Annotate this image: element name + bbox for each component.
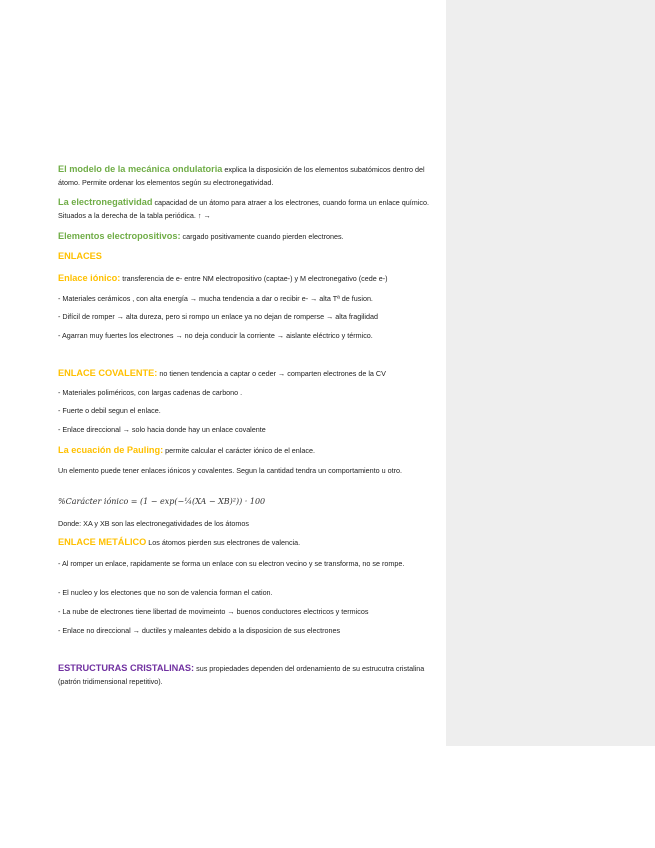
text-estructuras-cristalinas: sus propiedades dependen del ordenamiento de su estrucutra cristalina (patrón tridimensional repetitivo). — [58, 664, 425, 686]
text-enlace-metalico: Los átomos pierden sus electrones de valencia. — [146, 538, 301, 547]
text-enlace-covalente: no tienen tendencia a captar o ceder → comparten electrones de la CV — [157, 369, 386, 378]
bullet-metalico-3: - La nube de electrones tiene libertad de movimeinto → buenos conductores electricos y termicos — [58, 607, 369, 616]
bullet-ionico-1: - Materiales cerámicos , con alta energía → mucha tendencia a dar o recibir e- → alta Tª de fusion. — [58, 294, 373, 303]
bullet-ionico-3: - Agarran muy fuertes los electrones → no deja conducir la corriente → aislante eléctrico y térmico. — [58, 331, 373, 340]
paragraph-modelo — [58, 163, 430, 189]
comment-margin-pane — [446, 0, 655, 746]
paragraph-electronegatividad — [58, 196, 430, 222]
paragraph-estructuras-cristalinas — [58, 662, 430, 688]
term-enlace-metalico: ENLACE METÁLICO — [58, 537, 147, 547]
bullet-covalente-1: - Materiales poliméricos, con largas cadenas de carbono . — [58, 388, 243, 397]
term-enlace-covalente: ENLACE COVALENTE: — [58, 368, 158, 378]
text-enlace-ionico: transferencia de e- entre NM electropositivo (captae-) y M electronegativo (cede e-) — [120, 274, 388, 283]
bullet-covalente-3: - Enlace direccional → solo hacia donde hay un enlace covalente — [58, 425, 266, 434]
bullet-metalico-1: - Al romper un enlace, rapidamente se forma un enlace con su electron vecino y se transforma, no se rompe. — [58, 559, 405, 568]
term-enlace-ionico: Enlace iónico: — [58, 273, 121, 283]
paragraph-pauling — [58, 444, 430, 457]
text-modelo: explica la disposición de los elementos subatómicos dentro del átomo. Permite ordenar los elementos según su electronegatividad. — [58, 165, 425, 187]
paragraph-donde: Donde: XA y XB son las electronegatividades de los átomos — [58, 519, 249, 528]
term-modelo: El modelo de la mecánica ondulatoria — [58, 164, 223, 174]
text-electropositivos: cargado positivamente cuando pierden electrones. — [180, 232, 344, 241]
heading-enlaces: ENLACES — [58, 251, 102, 261]
paragraph-enlace-ionico — [58, 272, 430, 285]
term-estructuras-cristalinas: ESTRUCTURAS CRISTALINAS: — [58, 663, 195, 673]
term-pauling: La ecuación de Pauling: — [58, 445, 164, 455]
pauling-formula: %Carácter iónico = (1 − exp(−¼(XA − XB)²)) · 100 — [58, 497, 266, 506]
paragraph-enlace-metalico — [58, 536, 430, 549]
bullet-ionico-2: - Difícil de romper → alta dureza, pero si rompo un enlace ya no dejan de romperse → alta fragilidad — [58, 312, 379, 321]
paragraph-enlaces-mixtos: Un elemento puede tener enlaces iónicos y covalentes. Segun la cantidad tendra un comportamiento u otro. — [58, 466, 403, 475]
bullet-metalico-2: - El nucleo y los electones que no son de valencia forman el cation. — [58, 588, 273, 597]
text-pauling: permite calcular el carácter iónico de el enlace. — [163, 446, 315, 455]
bullet-metalico-4: - Enlace no direccional → ductiles y maleantes debido a la disposicion de sus electrones — [58, 626, 341, 635]
paragraph-electropositivos — [58, 230, 430, 243]
term-electropositivos: Elementos electropositivos: — [58, 231, 181, 241]
bullet-covalente-2: - Fuerte o debil segun el enlace. — [58, 406, 161, 415]
paragraph-enlace-covalente — [58, 367, 430, 380]
term-electronegatividad: La electronegatividad — [58, 197, 153, 207]
text-electronegatividad: capacidad de un átomo para atraer a los electrones, cuando forma un enlace químico. Situados a la derecha de la tabla periódica. ↑ → — [58, 198, 429, 220]
